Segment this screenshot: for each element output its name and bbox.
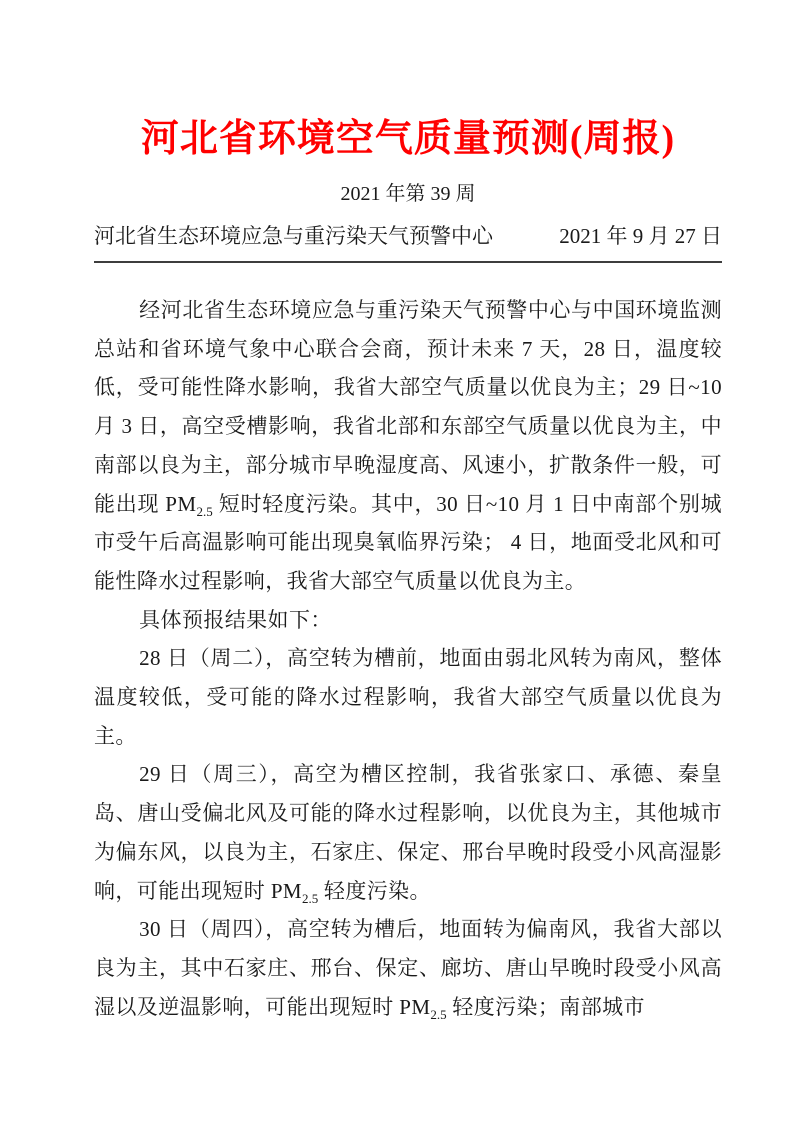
- document-content: [94, 0, 722, 1026]
- pm25-subscript: 2.5: [302, 890, 319, 906]
- paragraph-text: 30 日（周四），高空转为槽后，地面转为偏南风，我省大部以良为主，其中石家庄、邢台、保定、廊坊、唐山早晚时段受小风高湿以及逆温影响，可能出现短时 PM: [94, 917, 722, 1019]
- paragraph-text: 28 日（周二），高空转为槽前，地面由弱北风转为南风，整体温度较低，受可能的降水过程影响，我省大部空气质量以优良为主。: [94, 646, 722, 748]
- paragraph-text: 轻度污染。: [318, 878, 431, 903]
- issuer-name: 河北省生态环境应急与重污染天气预警中心: [94, 224, 493, 248]
- paragraph-text: 经河北省生态环境应急与重污染天气预警中心与中国环境监测总站和省环境气象中心联合会商，预计未来 7 天，28 日，温度较低，受可能性降水影响，我省大部空气质量以优良为主；29 日~10 月 3 日，高空受槽影响，我省北部和东部空气质量以优良为主，中南部以良为主，部分城市早晚湿度高、风速小，扩散条件一般，可能出现 PM: [94, 298, 722, 516]
- pm25-subscript: 2.5: [430, 1006, 447, 1022]
- header-divider: [94, 261, 722, 263]
- document-title: 河北省环境空气质量预测(周报): [140, 118, 676, 160]
- pm25-subscript: 2.5: [196, 503, 213, 519]
- body-paragraph: [94, 755, 722, 910]
- paragraph-text: 29 日（周三），高空为槽区控制，我省张家口、承德、秦皇岛、唐山受偏北风及可能的降水过程影响，以优良为主，其他城市为偏东风，以良为主，石家庄、保定、邢台早晚时段受小风高湿影响，可能出现短时 PM: [94, 762, 722, 903]
- paragraph-text: 具体预报结果如下：: [139, 607, 332, 632]
- document-body: [94, 291, 722, 1026]
- body-paragraph: [94, 291, 722, 601]
- issue-date: 2021 年 9 月 27 日: [559, 224, 722, 248]
- paragraph-text: 轻度污染；南部城市: [446, 994, 645, 1019]
- body-paragraph: [94, 601, 722, 640]
- paragraph-text: 短时轻度污染。其中，30 日~10 月 1 日中南部个别城市受午后高温影响可能出现臭氧临界污染； 4 日，地面受北风和可能性降水过程影响，我省大部空气质量以优良为主。: [94, 491, 722, 593]
- document-subtitle: 2021 年第 39 周: [340, 183, 476, 205]
- body-paragraph: [94, 639, 722, 755]
- body-paragraph: [94, 910, 722, 1026]
- issuer-row: [94, 221, 722, 251]
